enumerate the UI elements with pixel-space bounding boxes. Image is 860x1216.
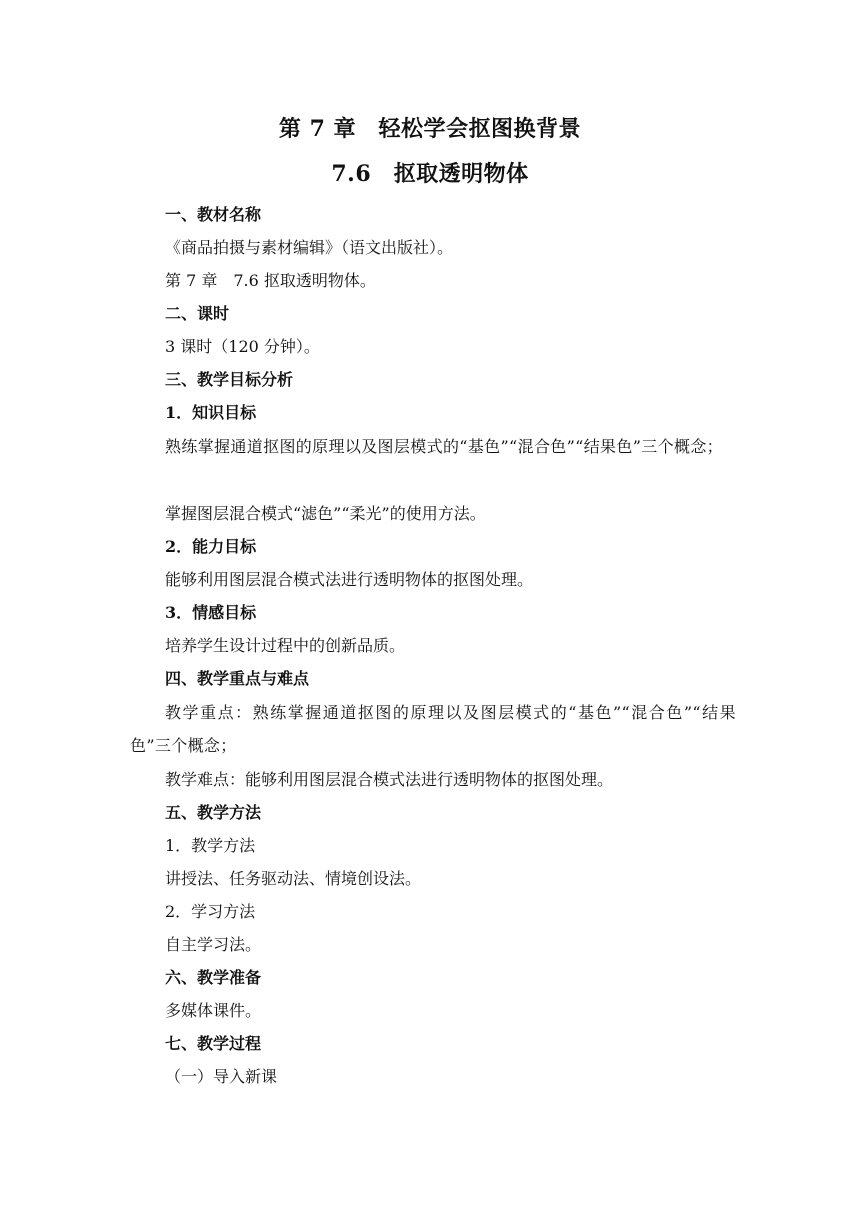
knowledge-objective-2: 掌握图层混合模式“滤色”“柔光”的使用方法。 xyxy=(165,504,486,523)
heading-objectives: 三、教学目标分析 xyxy=(165,370,294,389)
subheading-knowledge: 1．知识目标 xyxy=(165,403,257,422)
heading-class-hours: 二、课时 xyxy=(165,304,230,323)
subheading-introduction: （一）导入新课 xyxy=(165,1067,278,1086)
chapter-title: 第 7 章 轻松学会抠图换背景 xyxy=(278,116,582,142)
emotion-objective: 培养学生设计过程中的创新品质。 xyxy=(165,636,406,655)
preparation: 多媒体课件。 xyxy=(165,1001,262,1020)
subheading-teaching-methods: 1．教学方法 xyxy=(165,836,256,855)
heading-key-points: 四、教学重点与难点 xyxy=(165,669,310,688)
difficult-point: 教学难点：能够利用图层混合模式法进行透明物体的抠图处理。 xyxy=(165,770,614,789)
subheading-emotion: 3．情感目标 xyxy=(165,603,257,622)
knowledge-objective-1: 熟练掌握通道抠图的原理以及图层模式的“基色”“混合色”“结果色”三个概念； xyxy=(165,437,724,456)
subheading-learning-methods: 2．学习方法 xyxy=(165,902,256,921)
class-hours: 3 课时（120 分钟）。 xyxy=(165,337,320,356)
subheading-ability: 2．能力目标 xyxy=(165,537,257,556)
learning-methods: 自主学习法。 xyxy=(165,935,262,954)
ability-objective: 能够利用图层混合模式法进行透明物体的抠图处理。 xyxy=(165,570,534,589)
key-point: 教学重点：熟练掌握通道抠图的原理以及图层模式的“基色”“混合色”“结果色”三个概念； xyxy=(130,703,736,755)
section-title: 7.6 抠取透明物体 xyxy=(331,161,529,187)
textbook-chapter: 第 7 章 7.6 抠取透明物体。 xyxy=(165,271,376,290)
teaching-methods: 讲授法、任务驱动法、情境创设法。 xyxy=(165,869,422,888)
heading-preparation: 六、教学准备 xyxy=(165,968,262,987)
heading-textbook: 一、教材名称 xyxy=(165,205,262,224)
textbook-name: 《商品拍摄与素材编辑》（语文出版社）。 xyxy=(165,238,454,257)
heading-process: 七、教学过程 xyxy=(165,1034,262,1053)
heading-methods: 五、教学方法 xyxy=(165,803,262,822)
